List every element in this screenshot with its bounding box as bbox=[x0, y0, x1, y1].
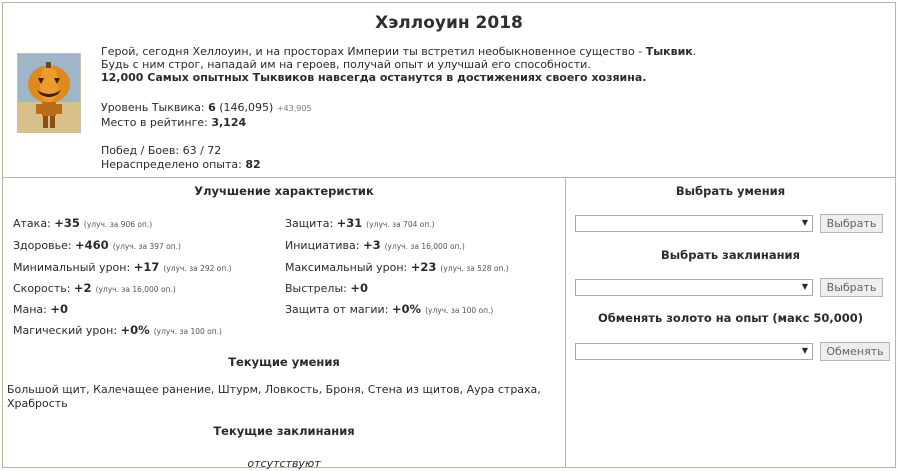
stat-value: +3 bbox=[362, 238, 381, 252]
upgrade-section bbox=[3, 177, 566, 470]
upgrade-cost-link[interactable]: (улуч. за 100 оп.) bbox=[425, 306, 494, 315]
level-delta: +43,905 bbox=[276, 104, 312, 113]
stat-value: +35 bbox=[54, 216, 80, 230]
choose-spells-title: Выбрать заклинания bbox=[661, 248, 800, 262]
upgrade-cost-link[interactable]: (улуч. за 100 оп.) bbox=[153, 327, 222, 336]
pumpkin-icon bbox=[18, 54, 80, 132]
stat-label: Здоровье: bbox=[13, 239, 76, 252]
stat-max-damage bbox=[285, 260, 509, 274]
free-exp-value: 82 bbox=[245, 158, 261, 171]
stat-value: +23 bbox=[410, 260, 437, 274]
stat-value: +17 bbox=[133, 260, 160, 274]
intro-punct: . bbox=[692, 45, 697, 58]
stat-label: Защита от магии: bbox=[285, 303, 392, 316]
upgrade-cost-link[interactable]: (улуч. за 906 оп.) bbox=[83, 220, 153, 229]
pet-battles bbox=[101, 144, 261, 172]
stat-label: Максимальный урон: bbox=[285, 261, 411, 274]
halloween-panel bbox=[2, 2, 896, 468]
level-value: 6 bbox=[208, 101, 216, 114]
choose-spell-button[interactable]: Выбрать bbox=[820, 278, 883, 297]
exchange-button[interactable]: Обменять bbox=[820, 342, 890, 361]
stat-label: Защита: bbox=[285, 217, 337, 230]
upgrade-cost-link[interactable]: (улуч. за 397 оп.) bbox=[112, 242, 181, 251]
level-label: Уровень Тыквика: bbox=[101, 101, 209, 114]
stat-shots bbox=[285, 281, 368, 295]
stat-label: Магический урон: bbox=[13, 324, 121, 337]
intro-line: Герой, сегодня Хеллоуин, и на просторах Империи ты встретил необыкновенное существо - bbox=[101, 45, 646, 58]
stat-label: Минимальный урон: bbox=[13, 261, 134, 274]
stat-value: +2 bbox=[73, 281, 92, 295]
upgrade-cost-link[interactable]: (улуч. за 528 оп.) bbox=[440, 264, 509, 273]
skills-title: Текущие умения bbox=[228, 355, 340, 369]
intro-line: Будь с ним строг, нападай им на героев, получай опыт и улучшай его способности. bbox=[101, 58, 591, 71]
dropdown-arrow-icon: ▼ bbox=[801, 282, 808, 291]
level-exp: (146,095) bbox=[215, 101, 274, 114]
spells-title: Текущие заклинания bbox=[213, 424, 355, 438]
stat-label: Инициатива: bbox=[285, 239, 363, 252]
upgrade-title: Улучшение характеристик bbox=[194, 184, 374, 198]
exchange-title: Обменять золото на опыт (макс 50,000) bbox=[597, 311, 864, 325]
dropdown-arrow-icon: ▼ bbox=[801, 346, 808, 355]
pumpkin-avatar bbox=[17, 53, 81, 133]
stat-min-damage bbox=[13, 260, 232, 274]
stat-value: +460 bbox=[75, 238, 109, 252]
stat-value: +0 bbox=[50, 302, 69, 316]
stat-value: +0 bbox=[350, 281, 368, 295]
stat-value: +31 bbox=[336, 216, 363, 230]
pet-stats bbox=[101, 101, 312, 130]
wins-battles: Побед / Боев: 63 / 72 bbox=[101, 144, 222, 157]
upgrade-cost-link[interactable]: (улуч. за 16,000 оп.) bbox=[95, 285, 176, 294]
skills-list: Большой щит, Калечащее ранение, Штурм, Ловкость, Броня, Стена из щитов, Аура страха, Храбрость bbox=[7, 383, 541, 410]
intro-achievement: 12,000 Самых опытных Тыквиков навсегда останутся в достижениях своего хозяина. bbox=[101, 71, 647, 84]
stat-defense bbox=[285, 216, 435, 230]
dropdown-arrow-icon: ▼ bbox=[801, 218, 808, 227]
skills-select[interactable] bbox=[575, 215, 813, 232]
pet-name: Тыквик bbox=[645, 45, 693, 58]
upgrade-cost-link[interactable]: (улуч. за 704 оп.) bbox=[366, 220, 435, 229]
choose-skill-button[interactable]: Выбрать bbox=[820, 214, 883, 233]
stat-health bbox=[13, 238, 181, 252]
stat-attack bbox=[13, 216, 152, 230]
rating-label: Место в рейтинге: bbox=[101, 116, 212, 129]
stat-label: Атака: bbox=[13, 217, 55, 230]
stat-magic-defense bbox=[285, 302, 493, 316]
stat-initiative bbox=[285, 238, 465, 252]
intro-text bbox=[101, 45, 861, 84]
stat-label: Выстрелы: bbox=[285, 282, 351, 295]
spells-list: отсутствуют bbox=[247, 457, 321, 470]
stat-value: +0% bbox=[120, 323, 150, 337]
stat-label: Скорость: bbox=[13, 282, 74, 295]
actions-panel bbox=[566, 177, 895, 467]
stat-label: Мана: bbox=[13, 303, 51, 316]
spells-select[interactable] bbox=[575, 279, 813, 296]
rating-value: 3,124 bbox=[211, 116, 247, 129]
stat-speed bbox=[13, 281, 176, 295]
free-exp-label: Нераспределено опыта: bbox=[101, 158, 246, 171]
stat-mana bbox=[13, 302, 68, 316]
page-title: Хэллоуин 2018 bbox=[375, 13, 523, 33]
stat-magic-damage bbox=[13, 323, 222, 337]
upgrade-cost-link[interactable]: (улуч. за 16,000 оп.) bbox=[384, 242, 465, 251]
pet-header bbox=[3, 3, 895, 178]
gold-amount-select[interactable] bbox=[575, 343, 813, 360]
stat-value: +0% bbox=[391, 302, 422, 316]
choose-skills-title: Выбрать умения bbox=[675, 184, 786, 198]
upgrade-cost-link[interactable]: (улуч. за 292 оп.) bbox=[163, 264, 232, 273]
